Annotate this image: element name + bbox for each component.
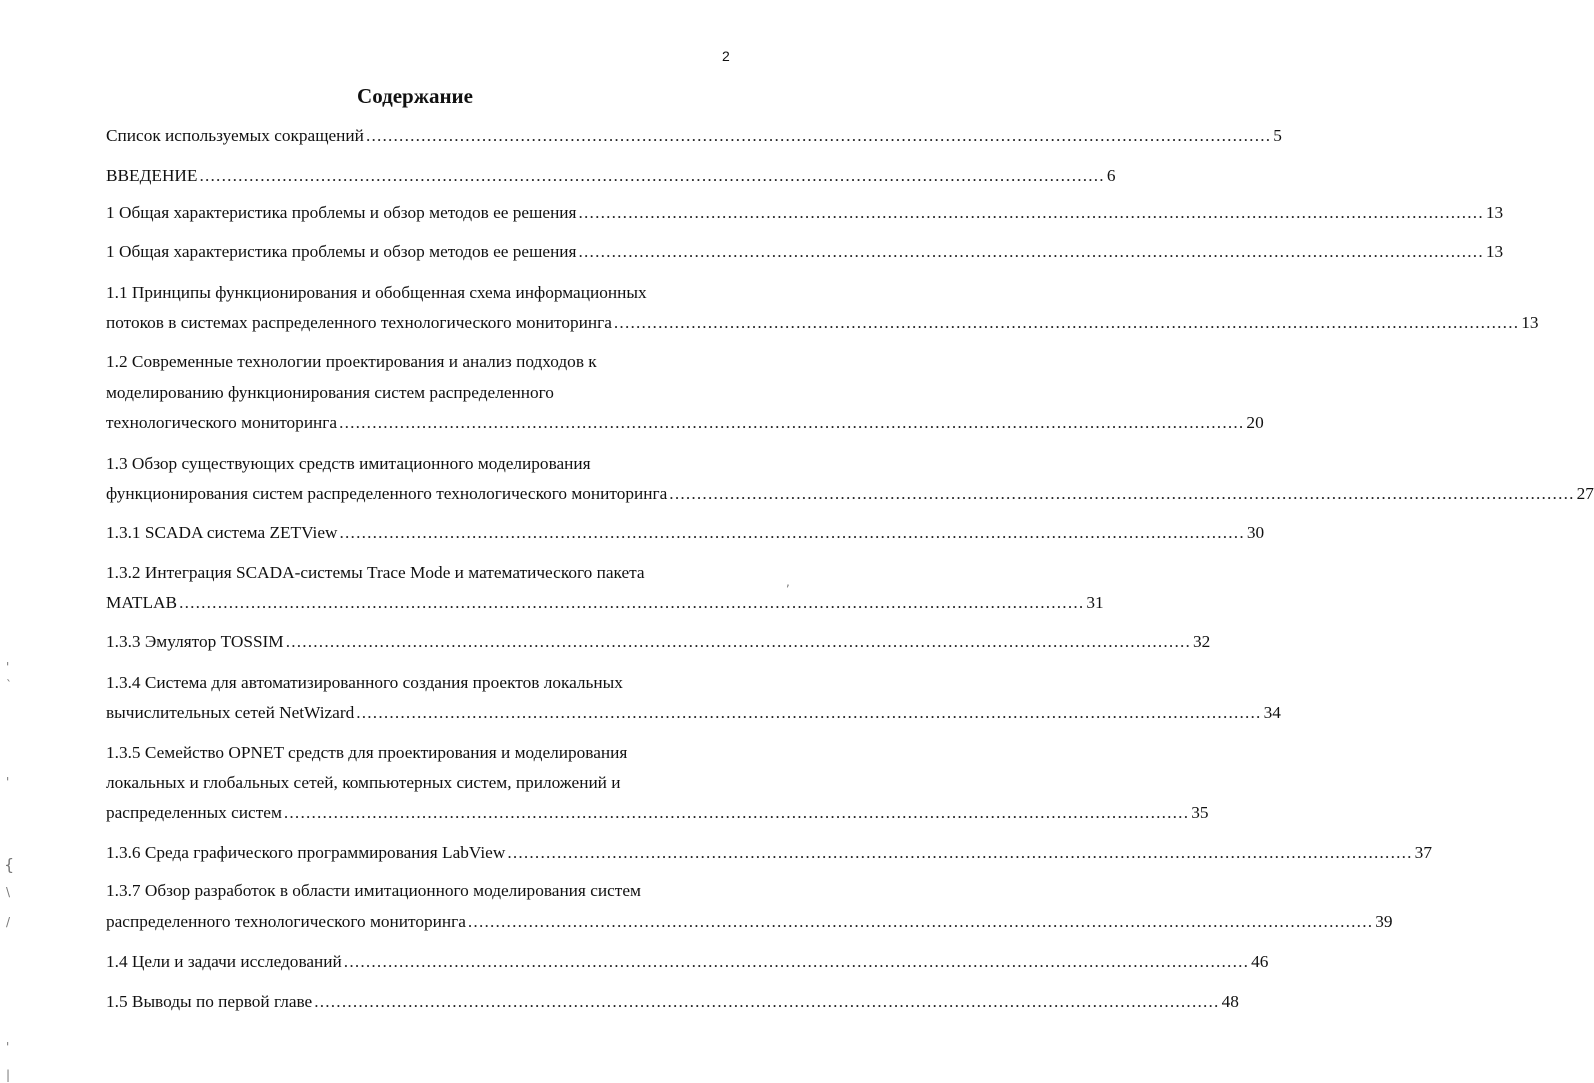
scan-mark: /: [6, 915, 11, 929]
toc-entry[interactable]: [106, 413, 1264, 433]
toc-entry-title-line[interactable]: 1.2 Современные технологии проектирования и анализ подходов к: [106, 352, 597, 371]
toc-entry-title-line[interactable]: 1.3.5 Семейство OPNET средств для проектирования и моделирования: [106, 743, 628, 762]
scan-mark: `: [6, 678, 12, 692]
toc-entry-page: 37: [1414, 843, 1432, 862]
toc-entry[interactable]: [106, 166, 1116, 186]
toc-entry-page: 13: [1521, 313, 1539, 332]
toc-entry-title: 1.5 Выводы по первой главе: [106, 992, 313, 1011]
dot-leader: ....................................................................................................................................................................: [199, 166, 1105, 185]
toc-entry[interactable]: [106, 484, 1594, 504]
toc-entry-page: 32: [1193, 632, 1211, 651]
scan-mark: |: [6, 1068, 11, 1082]
toc-entry-title: 1.3.6 Среда графического программирования LabView: [106, 843, 506, 862]
toc-entry-title: функционирования систем распределенного технологического мониторинга: [106, 484, 668, 503]
toc-entry[interactable]: [106, 952, 1269, 972]
toc-entry-title: 1.3.3 Эмулятор TOSSIM: [106, 632, 284, 651]
toc-entry-title: распределенных систем: [106, 803, 282, 822]
scan-mark: ,: [786, 575, 790, 589]
dot-leader: ....................................................................................................................................................................: [365, 126, 1272, 145]
dot-leader: ....................................................................................................................................................................: [339, 413, 1245, 432]
toc-entry-page: 20: [1246, 413, 1264, 432]
toc-entry-page: 27: [1576, 484, 1594, 503]
toc-entry-page: 13: [1485, 203, 1504, 222]
toc-entry-page: 35: [1191, 803, 1209, 822]
toc-entry-title: ВВЕДЕНИЕ: [106, 166, 198, 185]
dot-leader: ....................................................................................................................................................................: [343, 952, 1250, 971]
toc-entry-title: потоков в системах распределенного технологического мониторинга: [106, 313, 612, 332]
toc-entry[interactable]: [106, 992, 1239, 1012]
toc-entry-title-line[interactable]: 1.3.7 Обзор разработок в области имитационного моделирования систем: [106, 881, 641, 900]
toc-entry-title: 1 Общая характеристика проблемы и обзор методов ее решения: [106, 203, 577, 222]
toc-entry[interactable]: [106, 632, 1211, 652]
page-number: 2: [722, 48, 730, 64]
page-title: Содержание: [357, 84, 473, 108]
toc-entry[interactable]: [106, 843, 1432, 863]
toc-entry-page: 5: [1273, 126, 1282, 145]
toc-entry-page: 39: [1375, 912, 1393, 931]
dot-leader: ....................................................................................................................................................................: [285, 632, 1192, 651]
dot-leader: ....................................................................................................................................................................: [283, 803, 1190, 822]
dot-leader: ....................................................................................................................................................................: [669, 484, 1575, 503]
dot-leader: ....................................................................................................................................................................: [314, 992, 1220, 1011]
toc-entry[interactable]: [106, 912, 1393, 932]
dot-leader: ....................................................................................................................................................................: [179, 593, 1085, 612]
toc-entry[interactable]: [106, 313, 1539, 333]
scan-mark: \: [6, 885, 11, 899]
toc-entry-title: распределенного технологического мониторинга: [106, 912, 466, 931]
toc-entry-title-line[interactable]: локальных и глобальных сетей, компьютерных систем, приложений и: [106, 773, 621, 792]
dot-leader: ....................................................................................................................................................................: [613, 313, 1520, 332]
toc-entry[interactable]: [106, 523, 1265, 543]
toc-entry[interactable]: [106, 126, 1282, 146]
toc-entry-title-line[interactable]: 1.1 Принципы функционирования и обобщенная схема информационных: [106, 283, 647, 302]
toc-entry[interactable]: [106, 703, 1281, 723]
toc-entry[interactable]: [106, 242, 1504, 262]
toc-entry-title: MATLAB: [106, 593, 178, 612]
dot-leader: ....................................................................................................................................................................: [507, 843, 1413, 862]
toc-entry[interactable]: [106, 203, 1504, 223]
dot-leader: ....................................................................................................................................................................: [467, 912, 1374, 931]
toc-entry-page: 13: [1485, 242, 1504, 261]
toc-entry-page: 30: [1246, 523, 1265, 542]
toc-entry-title: 1.4 Цели и задачи исследований: [106, 952, 342, 971]
toc-entry-title: Список используемых сокращений: [106, 126, 364, 145]
scan-mark: {: [4, 855, 15, 874]
dot-leader: ....................................................................................................................................................................: [356, 703, 1262, 722]
toc-entry-title-line[interactable]: 1.3.2 Интеграция SCADA-системы Trace Mode и математического пакета: [106, 563, 645, 582]
toc-entry[interactable]: [106, 803, 1209, 823]
toc-entry-title-line[interactable]: моделированию функционирования систем распределенного: [106, 383, 554, 402]
scan-mark: ': [6, 775, 10, 789]
scan-mark: ': [6, 660, 10, 674]
scan-mark: ': [6, 1040, 10, 1054]
toc-entry-page: 34: [1263, 703, 1281, 722]
toc-entry-title-line[interactable]: 1.3.4 Система для автоматизированного создания проектов локальных: [106, 673, 623, 692]
dot-leader: ....................................................................................................................................................................: [578, 203, 1484, 222]
toc-entry-page: 6: [1106, 166, 1116, 185]
toc-entry-title-line[interactable]: 1.3 Обзор существующих средств имитационного моделирования: [106, 454, 591, 473]
toc-entry-title: технологического мониторинга: [106, 413, 338, 432]
dot-leader: ....................................................................................................................................................................: [339, 523, 1245, 542]
toc-entry-title: вычислительных сетей NetWizard: [106, 703, 355, 722]
toc-entry[interactable]: [106, 593, 1104, 613]
toc-entry-title: 1.3.1 SCADA система ZETView: [106, 523, 338, 542]
toc-entry-page: 31: [1086, 593, 1104, 612]
toc-entry-title: 1 Общая характеристика проблемы и обзор методов ее решения: [106, 242, 577, 261]
dot-leader: ....................................................................................................................................................................: [578, 242, 1484, 261]
toc-entry-page: 48: [1221, 992, 1239, 1011]
toc-entry-page: 46: [1251, 952, 1269, 971]
